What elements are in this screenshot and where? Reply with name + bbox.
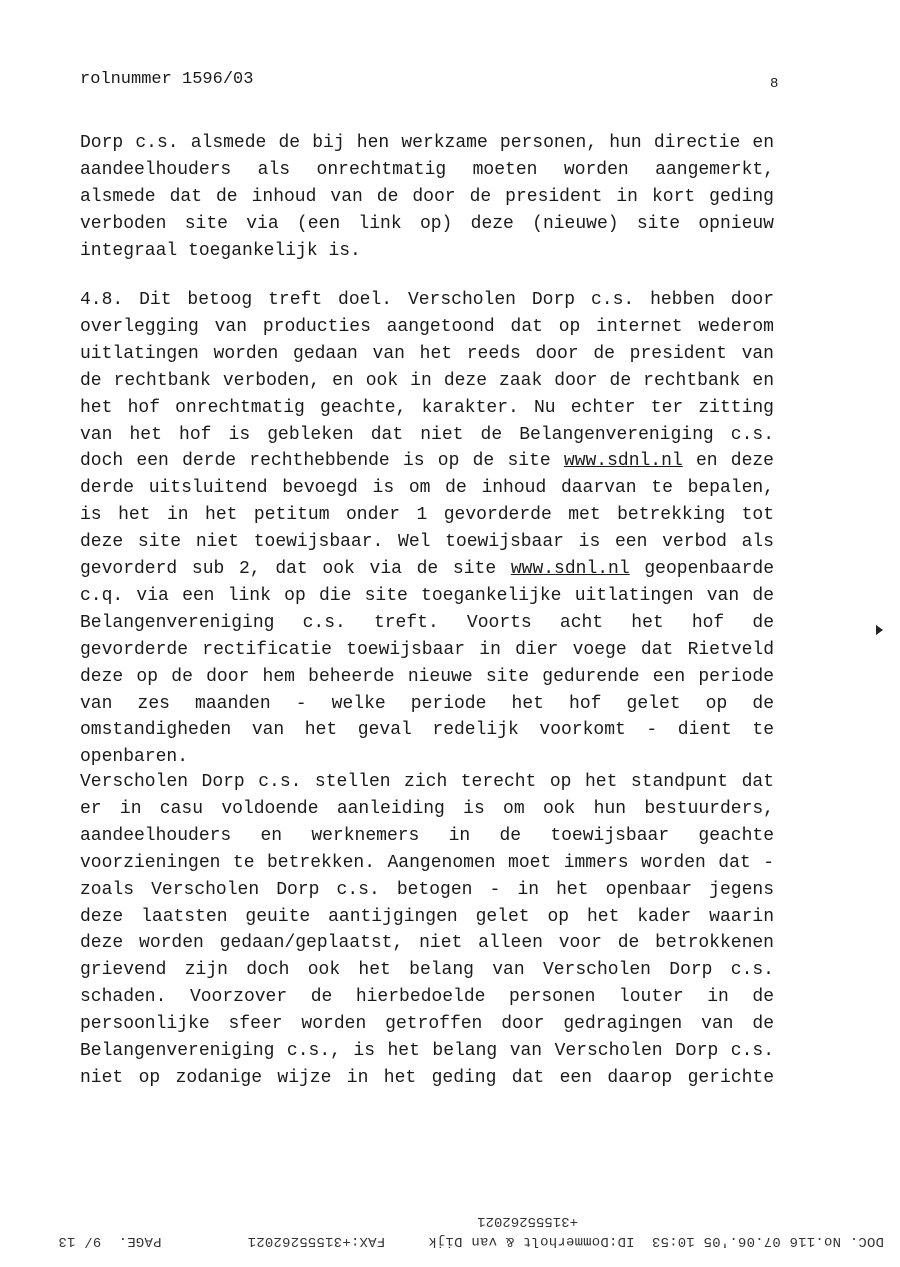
case-number: rolnummer 1596/03 [80, 70, 254, 89]
paragraph-2-line: openbaren. [80, 747, 189, 768]
paragraph-3-line: zoals Verscholen Dorp c.s. betogen - in het openbaar jegens [80, 879, 774, 900]
paragraph-3-line: aandeelhouders en werknemers in de toewijsbaar geachte [80, 825, 774, 846]
paragraph-3-line: er in casu voldoende aanleiding is om ook hun bestuurders, [80, 798, 774, 819]
paragraph-3-line: niet op zodanige wijze in het geding dat een daarop gerichte [80, 1067, 774, 1088]
paragraph-1-line: aandeelhouders als onrechtmatig moeten worden aangemerkt, [80, 159, 774, 180]
paragraph-3-line: deze laatsten geuite aantijgingen gelet op het kader waarin [80, 906, 774, 927]
paragraph-1-line: verboden site via (een link op) deze (nieuwe) site opnieuw [80, 213, 774, 234]
paragraph-3-line: persoonlijke sfeer worden getroffen door gedragingen van de [80, 1014, 774, 1035]
paragraph-3-line: Belangenvereniging c.s., is het belang van Verscholen Dorp c.s. [80, 1041, 774, 1061]
paragraph-1-line: alsmede dat de inhoud van de door de president in kort geding [80, 186, 774, 207]
paragraph-2-line: 4.8. Dit betoog treft doel. Verscholen Dorp c.s. hebben door [80, 290, 774, 310]
paragraph-3-line: Verscholen Dorp c.s. stellen zich terecht op het standpunt dat [80, 772, 774, 792]
paragraph-2-line: overlegging van producties aangetoond dat op internet wederom [80, 316, 774, 337]
paragraph-1-line: Dorp c.s. alsmede de bij hen werkzame personen, hun directie en [80, 133, 774, 153]
paragraph-2-line: van het hof is gebleken dat niet de Belangenvereniging c.s. [80, 424, 774, 445]
paragraph-2-line: het hof onrechtmatig geachte, karakter. Nu echter ter zitting [80, 397, 774, 418]
paragraph-2-line: c.q. via een link op die site toegankelijke uitlatingen van de [80, 585, 774, 606]
paragraph-2-line: deze site niet toewijsbaar. Wel toewijsbaar is een verbod als [80, 532, 774, 553]
paragraph-3-line: schaden. Voorzover de hierbedoelde personen louter in de [80, 987, 774, 1008]
paragraph-3-line: deze worden gedaan/geplaatst, niet alleen voor de betrokkenen [80, 933, 774, 954]
paragraph-2-line: doch een derde rechthebbende is op de site www.sdnl.nl en deze [80, 451, 774, 472]
fax-header-line: DOC. No.116 07.06.'05 10:53 ID:Dommerholt & van Dijk FAX:+31555262021 PAGE. 9/ 13 [58, 1233, 884, 1249]
website-link: www.sdnl.nl [563, 451, 683, 472]
paragraph-2-line: gevorderd sub 2, dat ook via de site www.sdnl.nl geopenbaarde [80, 559, 774, 579]
website-link: www.sdnl.nl [510, 559, 630, 579]
paragraph-3-line: voorzieningen te betrekken. Aangenomen moet immers worden dat - [80, 852, 774, 873]
paragraph-2-line: gevorderde rectificatie toewijsbaar in dier voege dat Rietveld [80, 639, 774, 660]
paragraph-2-line: uitlatingen worden gedaan van het reeds door de president van [80, 343, 774, 364]
paragraph-2-line: omstandigheden van het geval redelijk voorkomt - dient te [80, 720, 774, 741]
paragraph-2-line: is het in het petitum onder 1 gevorderde met betrekking tot [80, 505, 774, 526]
continuation-arrow-icon [876, 625, 883, 635]
fax-footer [0, 1200, 900, 1267]
page-number: 8 [770, 76, 779, 92]
paragraph-2-line: van zes maanden - welke periode het hof gelet op de [80, 693, 774, 714]
paragraph-1-line: integraal toegankelijk is. [80, 240, 361, 261]
fax-number: +31555262021 [477, 1213, 578, 1229]
paragraph-2-line: deze op de door hem beheerde nieuwe site gedurende een periode [80, 666, 774, 687]
paragraph-2-line: Belangenvereniging c.s. treft. Voorts acht het hof de [80, 612, 774, 633]
paragraph-2-line: de rechtbank verboden, en ook in deze zaak door de rechtbank en [80, 370, 774, 391]
paragraph-3-line: grievend zijn doch ook het belang van Verscholen Dorp c.s. [80, 960, 774, 981]
paragraph-2-line: derde uitsluitend bevoegd is om de inhoud daarvan te bepalen, [80, 478, 774, 499]
